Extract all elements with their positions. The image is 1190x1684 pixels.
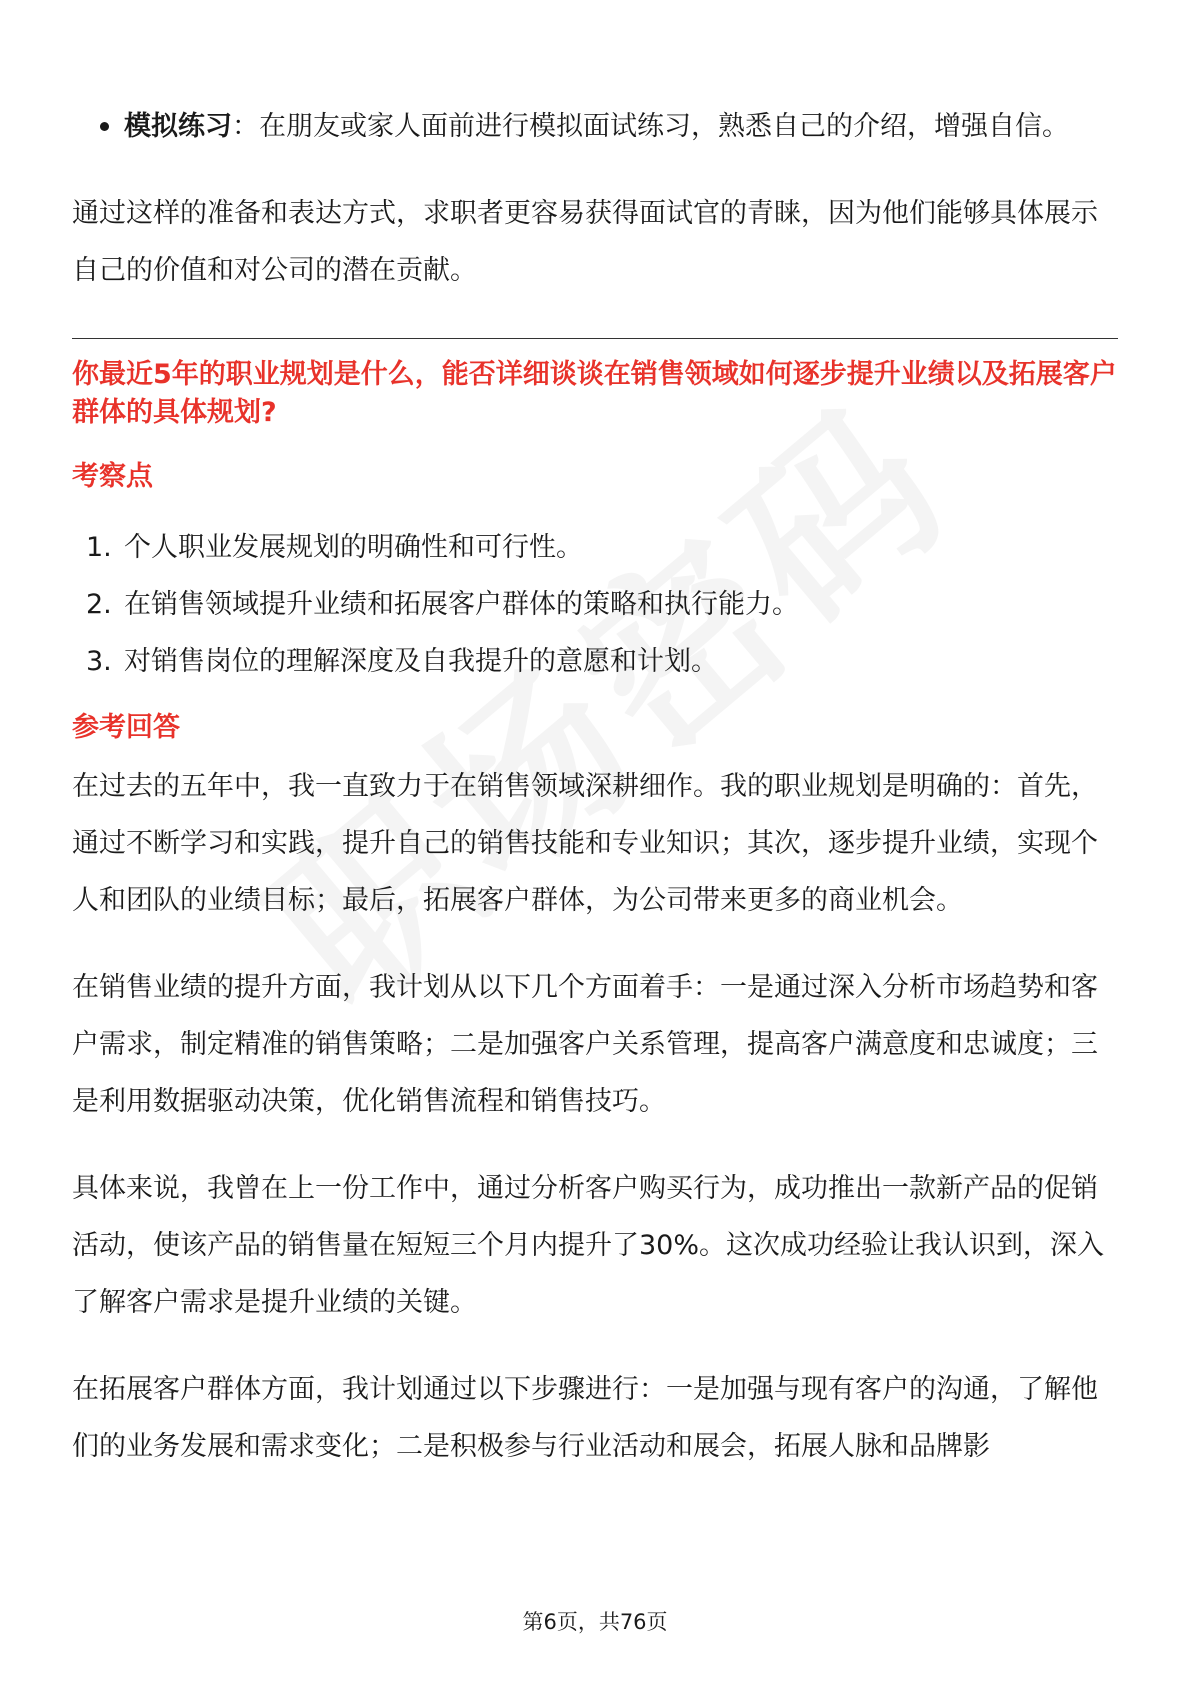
answer-paragraph: 在销售业绩的提升方面，我计划从以下几个方面着手：一是通过深入分析市场趋势和客户需求，制定精准的销售策略；二是加强客户关系管理，提高客户满意度和忠诚度；三是利用数据驱动决策，优化销售流程和销售技巧。 xyxy=(72,972,1098,1117)
list-item xyxy=(72,98,1118,155)
list-item-text: 对销售岗位的理解深度及自我提升的意愿和计划。 xyxy=(124,646,718,677)
section-divider xyxy=(72,338,1118,339)
list-number: 2. xyxy=(86,589,112,620)
answer-paragraph: 在拓展客户群体方面，我计划通过以下步骤进行：一是加强与现有客户的沟通，了解他们的业务发展和需求变化；二是积极参与行业活动和展会，拓展人脉和品牌影 xyxy=(72,1374,1098,1462)
answer-paragraph: 具体来说，我曾在上一份工作中，通过分析客户购买行为，成功推出一款新产品的促销活动，使该产品的销售量在短短三个月内提升了30%。这次成功经验让我认识到，深入了解客户需求是提升业绩的关键。 xyxy=(72,1173,1105,1318)
focus-heading: 考察点 xyxy=(72,461,153,492)
list-item xyxy=(72,519,1118,576)
intro-bullet-list xyxy=(72,98,1118,155)
focus-point-list xyxy=(72,519,1118,690)
list-item-text: 在销售领域提升业绩和拓展客户群体的策略和执行能力。 xyxy=(124,589,799,620)
intro-paragraph: 通过这样的准备和表达方式，求职者更容易获得面试官的青睐，因为他们能够具体展示自己的价值和对公司的潜在贡献。 xyxy=(72,198,1098,286)
list-item xyxy=(72,633,1118,690)
answer-paragraph: 在过去的五年中，我一直致力于在销售领域深耕细作。我的职业规划是明确的：首先，通过不断学习和实践，提升自己的销售技能和专业知识；其次，逐步提升业绩，实现个人和团队的业绩目标；最后，拓展客户群体，为公司带来更多的商业机会。 xyxy=(72,771,1098,916)
answer-heading: 参考回答 xyxy=(72,712,180,743)
page-content xyxy=(72,98,1118,1475)
list-item-text: 个人职业发展规划的明确性和可行性。 xyxy=(124,532,583,563)
list-item xyxy=(72,576,1118,633)
list-number: 1. xyxy=(86,532,112,563)
bullet-label: 模拟练习 xyxy=(124,111,232,142)
question-heading: 你最近5年的职业规划是什么，能否详细谈谈在销售领域如何逐步提升业绩以及拓展客户群体的具体规划? xyxy=(72,359,1117,428)
bullet-text: ：在朋友或家人面前进行模拟面试练习，熟悉自己的介绍，增强自信。 xyxy=(232,111,1069,142)
page-footer: 第6页，共76页 xyxy=(522,1610,668,1634)
bullet-dot-icon xyxy=(100,122,109,131)
list-number: 3. xyxy=(86,646,112,677)
